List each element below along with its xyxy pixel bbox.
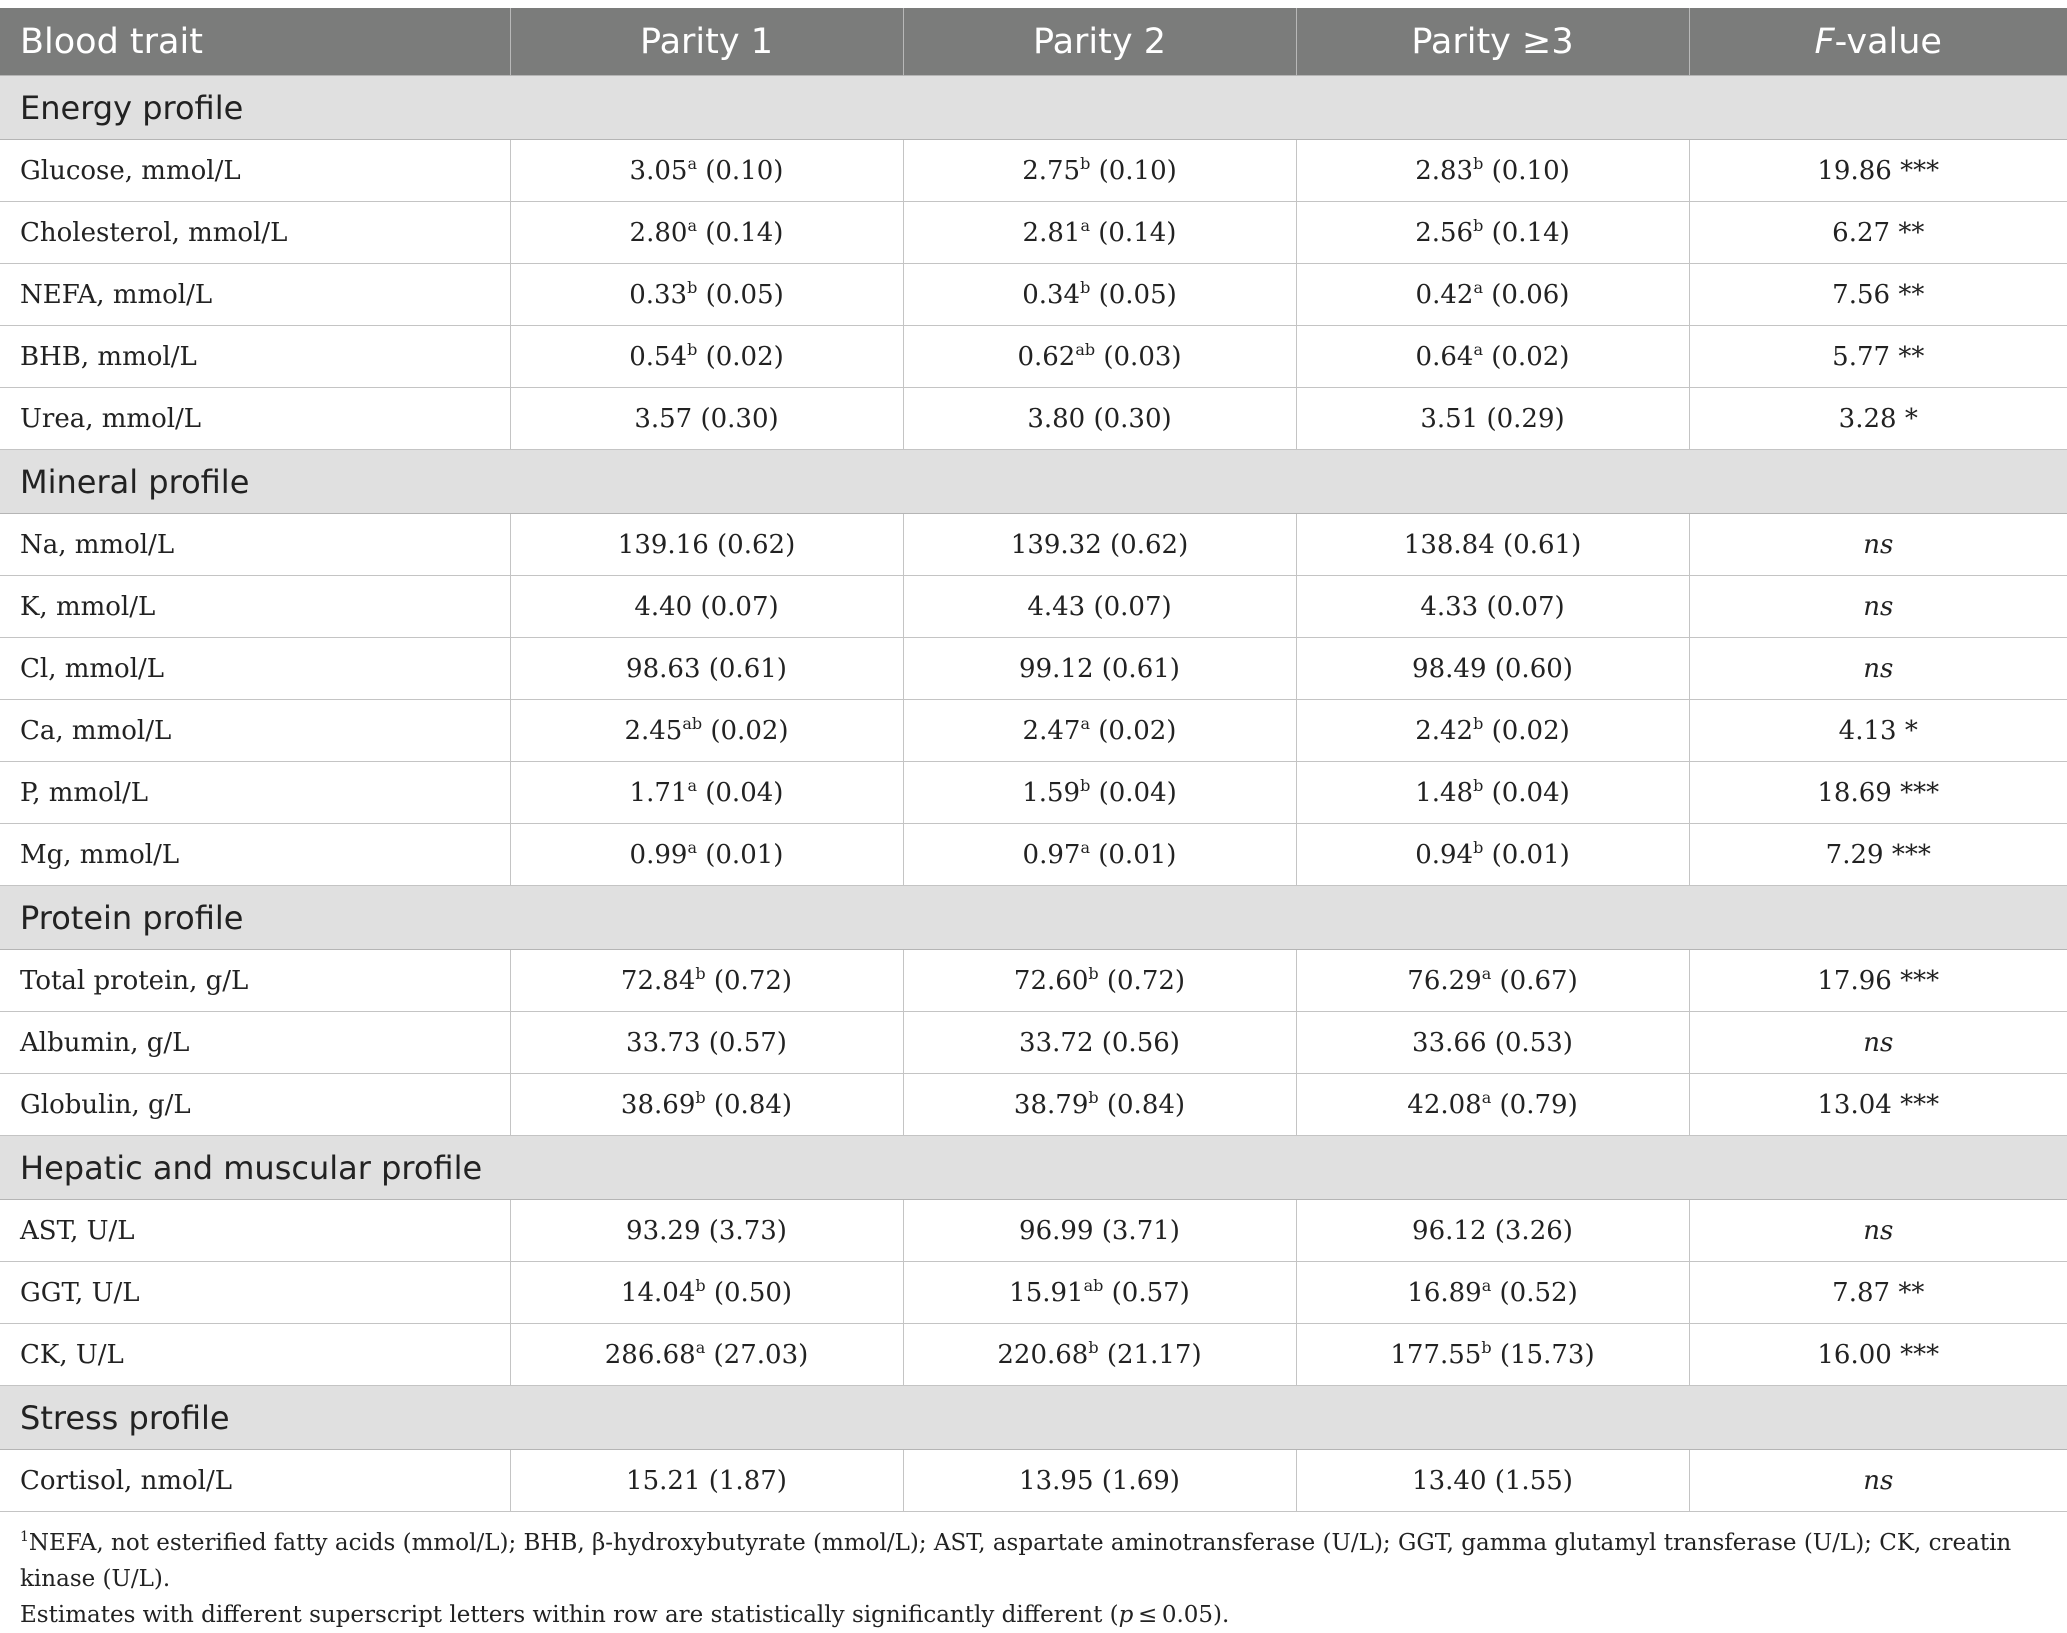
trait-label: BHB, mmol/L: [0, 326, 510, 388]
parity-3-value-cell: [1296, 1074, 1689, 1136]
trait-label: Total protein, g/L: [0, 950, 510, 1012]
parity-1-value-cell: [510, 700, 903, 762]
parity-3-value-cell: [1296, 202, 1689, 264]
estimate-value: 4.40: [634, 591, 693, 622]
table-row: [0, 1012, 2067, 1074]
standard-error: (0.01): [1491, 839, 1570, 870]
trait-label: Albumin, g/L: [0, 1012, 510, 1074]
section-header-row: [0, 450, 2067, 514]
table-header: [0, 8, 2067, 76]
f-value-cell: 13.04 ***: [1689, 1074, 2067, 1136]
estimate-value: 3.80: [1027, 403, 1086, 434]
significance-letter: a: [1080, 713, 1090, 733]
estimate-value: 33.66: [1412, 1027, 1487, 1058]
standard-error: (1.69): [1101, 1465, 1180, 1496]
parity-3-value-cell: [1296, 576, 1689, 638]
estimate-value: 0.42: [1415, 279, 1474, 310]
estimate-value: 2.81: [1022, 217, 1081, 248]
estimate-value: 99.12: [1019, 653, 1094, 684]
standard-error: (0.79): [1499, 1089, 1578, 1120]
f-value-cell: ns: [1689, 514, 2067, 576]
parity-3-value-cell: [1296, 1012, 1689, 1074]
trait-label: NEFA, mmol/L: [0, 264, 510, 326]
standard-error: (0.61): [1503, 529, 1582, 560]
section-title: Energy profile: [0, 76, 2067, 140]
table-row: [0, 1074, 2067, 1136]
standard-error: (0.07): [1486, 591, 1565, 622]
standard-error: (0.03): [1103, 341, 1182, 372]
estimate-value: 15.21: [626, 1465, 701, 1496]
significance-letter: a: [1080, 215, 1090, 235]
significance-letter: b: [1473, 215, 1484, 235]
standard-error: (0.01): [705, 839, 784, 870]
estimate-value: 98.63: [626, 653, 701, 684]
parity-2-value-cell: [903, 264, 1296, 326]
trait-label: Mg, mmol/L: [0, 824, 510, 886]
estimate-value: 76.29: [1407, 965, 1482, 996]
standard-error: (0.30): [1093, 403, 1172, 434]
trait-label: Cl, mmol/L: [0, 638, 510, 700]
parity-2-value-cell: [903, 140, 1296, 202]
parity-1-value-cell: [510, 1200, 903, 1262]
significance-letter: a: [1473, 277, 1483, 297]
significance-letter: b: [1473, 775, 1484, 795]
table-row: [0, 950, 2067, 1012]
standard-error: (27.03): [713, 1339, 809, 1370]
significance-letter: b: [1473, 153, 1484, 173]
section-header-row: [0, 1136, 2067, 1200]
standard-error: (1.87): [708, 1465, 787, 1496]
footnote-p-symbol: p: [1118, 1602, 1134, 1628]
trait-label: AST, U/L: [0, 1200, 510, 1262]
trait-label: Globulin, g/L: [0, 1074, 510, 1136]
estimate-value: 4.43: [1027, 591, 1086, 622]
footnote-marker: 1: [20, 1529, 29, 1545]
parity-2-value-cell: [903, 202, 1296, 264]
parity-1-value-cell: [510, 1074, 903, 1136]
standard-error: (0.62): [1110, 529, 1189, 560]
section-header-row: [0, 886, 2067, 950]
estimate-value: 220.68: [997, 1339, 1089, 1370]
trait-label: Cholesterol, mmol/L: [0, 202, 510, 264]
f-value-cell: 7.56 **: [1689, 264, 2067, 326]
significance-letter: b: [1080, 775, 1091, 795]
header-f-italic: F: [1814, 21, 1835, 62]
standard-error: (0.57): [1111, 1277, 1190, 1308]
parity-1-value-cell: [510, 576, 903, 638]
parity-2-value-cell: [903, 1012, 1296, 1074]
estimate-value: 0.33: [629, 279, 688, 310]
estimate-value: 96.99: [1019, 1215, 1094, 1246]
estimate-value: 0.97: [1022, 839, 1081, 870]
significance-letter: b: [695, 1087, 706, 1107]
parity-3-value-cell: [1296, 264, 1689, 326]
parity-2-value-cell: [903, 700, 1296, 762]
f-value-cell: 7.29 ***: [1689, 824, 2067, 886]
parity-3-value-cell: [1296, 700, 1689, 762]
estimate-value: 15.91: [1009, 1277, 1084, 1308]
standard-error: (0.57): [708, 1027, 787, 1058]
significance-letter: a: [687, 775, 697, 795]
f-value-cell: ns: [1689, 1450, 2067, 1512]
section-header-row: [0, 76, 2067, 140]
significance-letter: b: [1473, 837, 1484, 857]
parity-1-value-cell: [510, 824, 903, 886]
significance-letter: ab: [1075, 339, 1096, 359]
standard-error: (3.71): [1101, 1215, 1180, 1246]
standard-error: (0.10): [1491, 155, 1570, 186]
trait-label: Urea, mmol/L: [0, 388, 510, 450]
trait-label: Na, mmol/L: [0, 514, 510, 576]
header-parity-2: Parity 2: [903, 8, 1296, 76]
f-value-cell: 3.28 *: [1689, 388, 2067, 450]
estimate-value: 3.51: [1420, 403, 1479, 434]
estimate-value: 286.68: [604, 1339, 696, 1370]
table-row: [0, 1450, 2067, 1512]
parity-2-value-cell: [903, 824, 1296, 886]
f-value-cell: 16.00 ***: [1689, 1324, 2067, 1386]
section-title: Hepatic and muscular profile: [0, 1136, 2067, 1200]
footnote-threshold: ≤ 0.05).: [1133, 1602, 1230, 1628]
estimate-value: 3.57: [634, 403, 693, 434]
section-title: Stress profile: [0, 1386, 2067, 1450]
trait-label: Cortisol, nmol/L: [0, 1450, 510, 1512]
parity-3-value-cell: [1296, 824, 1689, 886]
section-title: Protein profile: [0, 886, 2067, 950]
standard-error: (0.02): [1098, 715, 1177, 746]
estimate-value: 0.62: [1017, 341, 1076, 372]
significance-letter: b: [1481, 1337, 1492, 1357]
parity-3-value-cell: [1296, 950, 1689, 1012]
parity-1-value-cell: [510, 1012, 903, 1074]
parity-1-value-cell: [510, 140, 903, 202]
trait-label: CK, U/L: [0, 1324, 510, 1386]
estimate-value: 13.95: [1019, 1465, 1094, 1496]
estimate-value: 72.60: [1013, 965, 1089, 996]
standard-error: (0.10): [705, 155, 784, 186]
parity-1-value-cell: [510, 638, 903, 700]
parity-1-value-cell: [510, 1450, 903, 1512]
standard-error: (0.53): [1494, 1027, 1573, 1058]
standard-error: (0.02): [710, 715, 789, 746]
parity-2-value-cell: [903, 388, 1296, 450]
results-table-container: [0, 8, 2067, 1512]
standard-error: (3.26): [1494, 1215, 1573, 1246]
standard-error: (0.02): [1491, 341, 1570, 372]
parity-2-value-cell: [903, 1262, 1296, 1324]
f-value-cell: 4.13 *: [1689, 700, 2067, 762]
significance-letter: a: [687, 215, 697, 235]
table-footnote: [20, 1525, 2060, 1633]
footnote-significance-text: Estimates with different superscript letters within row are statistically significantly different (: [20, 1602, 1119, 1628]
estimate-value: 4.33: [1420, 591, 1479, 622]
significance-letter: b: [1088, 1337, 1099, 1357]
estimate-value: 139.16: [617, 529, 709, 560]
significance-letter: b: [695, 963, 706, 983]
significance-letter: b: [695, 1275, 706, 1295]
standard-error: (0.50): [713, 1277, 793, 1308]
parity-1-value-cell: [510, 762, 903, 824]
parity-1-value-cell: [510, 1324, 903, 1386]
blood-traits-table: [0, 8, 2067, 1512]
f-value-cell: 5.77 **: [1689, 326, 2067, 388]
estimate-value: 1.59: [1022, 777, 1081, 808]
estimate-value: 2.75: [1022, 155, 1081, 186]
parity-3-value-cell: [1296, 1450, 1689, 1512]
standard-error: (0.30): [700, 403, 779, 434]
standard-error: (0.14): [1491, 217, 1570, 248]
estimate-value: 33.73: [626, 1027, 701, 1058]
table-row: [0, 700, 2067, 762]
standard-error: (0.61): [1101, 653, 1180, 684]
standard-error: (0.04): [705, 777, 784, 808]
standard-error: (0.07): [1093, 591, 1172, 622]
estimate-value: 139.32: [1010, 529, 1102, 560]
table-row: [0, 638, 2067, 700]
estimate-value: 1.71: [629, 777, 688, 808]
estimate-value: 0.99: [629, 839, 688, 870]
standard-error: (0.14): [1098, 217, 1177, 248]
parity-2-value-cell: [903, 1450, 1296, 1512]
table-row: [0, 1200, 2067, 1262]
standard-error: (0.02): [705, 341, 784, 372]
estimate-value: 13.40: [1412, 1465, 1487, 1496]
parity-1-value-cell: [510, 326, 903, 388]
table-row: [0, 1262, 2067, 1324]
estimate-value: 38.69: [620, 1089, 696, 1120]
estimate-value: 2.80: [629, 217, 688, 248]
estimate-value: 38.79: [1013, 1089, 1089, 1120]
standard-error: (0.60): [1494, 653, 1573, 684]
section-title: Mineral profile: [0, 450, 2067, 514]
estimate-value: 16.89: [1407, 1277, 1482, 1308]
significance-letter: b: [1080, 277, 1091, 297]
header-parity-1: Parity 1: [510, 8, 903, 76]
parity-2-value-cell: [903, 1324, 1296, 1386]
significance-letter: b: [1088, 1087, 1099, 1107]
significance-letter: b: [1080, 153, 1091, 173]
parity-1-value-cell: [510, 264, 903, 326]
parity-2-value-cell: [903, 950, 1296, 1012]
f-value-cell: ns: [1689, 1012, 2067, 1074]
trait-label: GGT, U/L: [0, 1262, 510, 1324]
significance-letter: b: [687, 277, 698, 297]
table-row: [0, 514, 2067, 576]
parity-1-value-cell: [510, 950, 903, 1012]
estimate-value: 2.47: [1022, 715, 1081, 746]
parity-3-value-cell: [1296, 388, 1689, 450]
significance-letter: a: [687, 153, 697, 173]
header-f-value: [1689, 8, 2067, 76]
estimate-value: 0.34: [1022, 279, 1081, 310]
parity-2-value-cell: [903, 326, 1296, 388]
footnote-line-2: [20, 1597, 2060, 1633]
standard-error: (0.84): [1106, 1089, 1186, 1120]
estimate-value: 0.94: [1415, 839, 1474, 870]
parity-2-value-cell: [903, 576, 1296, 638]
estimate-value: 0.64: [1415, 341, 1474, 372]
table-row: [0, 202, 2067, 264]
standard-error: (0.06): [1491, 279, 1570, 310]
standard-error: (0.29): [1486, 403, 1565, 434]
header-blood-trait: Blood trait: [0, 8, 510, 76]
standard-error: (0.04): [1491, 777, 1570, 808]
parity-2-value-cell: [903, 638, 1296, 700]
standard-error: (0.10): [1098, 155, 1177, 186]
standard-error: (0.62): [717, 529, 796, 560]
standard-error: (3.73): [708, 1215, 787, 1246]
parity-2-value-cell: [903, 514, 1296, 576]
parity-3-value-cell: [1296, 140, 1689, 202]
parity-3-value-cell: [1296, 1324, 1689, 1386]
significance-letter: a: [687, 837, 697, 857]
section-header-row: [0, 1386, 2067, 1450]
standard-error: (0.02): [1491, 715, 1570, 746]
header-parity-3-plus: Parity ≥3: [1296, 8, 1689, 76]
parity-3-value-cell: [1296, 1262, 1689, 1324]
parity-1-value-cell: [510, 514, 903, 576]
f-value-cell: 18.69 ***: [1689, 762, 2067, 824]
standard-error: (0.56): [1101, 1027, 1180, 1058]
estimate-value: 72.84: [620, 965, 696, 996]
significance-letter: b: [1088, 963, 1099, 983]
standard-error: (0.05): [1098, 279, 1177, 310]
estimate-value: 2.83: [1415, 155, 1474, 186]
trait-label: Ca, mmol/L: [0, 700, 510, 762]
table-row: [0, 762, 2067, 824]
table-row: [0, 140, 2067, 202]
significance-letter: b: [1473, 713, 1484, 733]
table-row: [0, 264, 2067, 326]
f-value-cell: ns: [1689, 1200, 2067, 1262]
estimate-value: 2.42: [1415, 715, 1474, 746]
parity-3-value-cell: [1296, 326, 1689, 388]
parity-3-value-cell: [1296, 514, 1689, 576]
significance-letter: ab: [1083, 1275, 1104, 1295]
significance-letter: a: [1481, 1087, 1492, 1107]
estimate-value: 0.54: [629, 341, 688, 372]
standard-error: (1.55): [1494, 1465, 1573, 1496]
significance-letter: a: [695, 1337, 706, 1357]
standard-error: (0.72): [713, 965, 793, 996]
table-row: [0, 326, 2067, 388]
f-value-cell: 17.96 ***: [1689, 950, 2067, 1012]
trait-label: K, mmol/L: [0, 576, 510, 638]
table-body: [0, 76, 2067, 1512]
estimate-value: 33.72: [1019, 1027, 1094, 1058]
table-row: [0, 1324, 2067, 1386]
estimate-value: 2.56: [1415, 217, 1474, 248]
standard-error: (0.67): [1499, 965, 1578, 996]
standard-error: (0.04): [1098, 777, 1177, 808]
footnote-line-1: [20, 1525, 2060, 1597]
f-value-cell: 19.86 ***: [1689, 140, 2067, 202]
f-value-cell: ns: [1689, 576, 2067, 638]
standard-error: (21.17): [1106, 1339, 1202, 1370]
estimate-value: 1.48: [1415, 777, 1474, 808]
standard-error: (0.05): [705, 279, 784, 310]
f-value-cell: 7.87 **: [1689, 1262, 2067, 1324]
estimate-value: 2.45: [624, 715, 683, 746]
parity-3-value-cell: [1296, 1200, 1689, 1262]
header-f-rest: -value: [1834, 21, 1942, 62]
parity-2-value-cell: [903, 762, 1296, 824]
parity-2-value-cell: [903, 1200, 1296, 1262]
estimate-value: 42.08: [1407, 1089, 1482, 1120]
table-row: [0, 576, 2067, 638]
estimate-value: 177.55: [1390, 1339, 1482, 1370]
parity-2-value-cell: [903, 1074, 1296, 1136]
standard-error: (0.01): [1098, 839, 1177, 870]
trait-label: Glucose, mmol/L: [0, 140, 510, 202]
estimate-value: 96.12: [1412, 1215, 1487, 1246]
f-value-cell: 6.27 **: [1689, 202, 2067, 264]
estimate-value: 138.84: [1403, 529, 1495, 560]
table-row: [0, 388, 2067, 450]
standard-error: (0.52): [1499, 1277, 1578, 1308]
parity-1-value-cell: [510, 202, 903, 264]
f-value-cell: ns: [1689, 638, 2067, 700]
standard-error: (0.84): [713, 1089, 793, 1120]
table-row: [0, 824, 2067, 886]
significance-letter: ab: [682, 713, 703, 733]
standard-error: (0.61): [708, 653, 787, 684]
estimate-value: 3.05: [629, 155, 688, 186]
estimate-value: 98.49: [1412, 653, 1487, 684]
significance-letter: a: [1080, 837, 1090, 857]
standard-error: (0.14): [705, 217, 784, 248]
parity-1-value-cell: [510, 1262, 903, 1324]
standard-error: (0.72): [1106, 965, 1186, 996]
significance-letter: b: [687, 339, 698, 359]
parity-3-value-cell: [1296, 762, 1689, 824]
parity-3-value-cell: [1296, 638, 1689, 700]
standard-error: (15.73): [1499, 1339, 1595, 1370]
parity-1-value-cell: [510, 388, 903, 450]
trait-label: P, mmol/L: [0, 762, 510, 824]
footnote-abbreviations: NEFA, not esterified fatty acids (mmol/L); BHB, β-hydroxybutyrate (mmol/L); AST, aspartate aminotransferase (U/L); GGT, gamma glutamyl transferase (U/L); CK, creatin kinase (U/L).: [20, 1530, 2012, 1592]
estimate-value: 93.29: [626, 1215, 701, 1246]
estimate-value: 14.04: [620, 1277, 696, 1308]
significance-letter: a: [1473, 339, 1483, 359]
standard-error: (0.07): [700, 591, 779, 622]
significance-letter: a: [1481, 963, 1492, 983]
significance-letter: a: [1481, 1275, 1492, 1295]
